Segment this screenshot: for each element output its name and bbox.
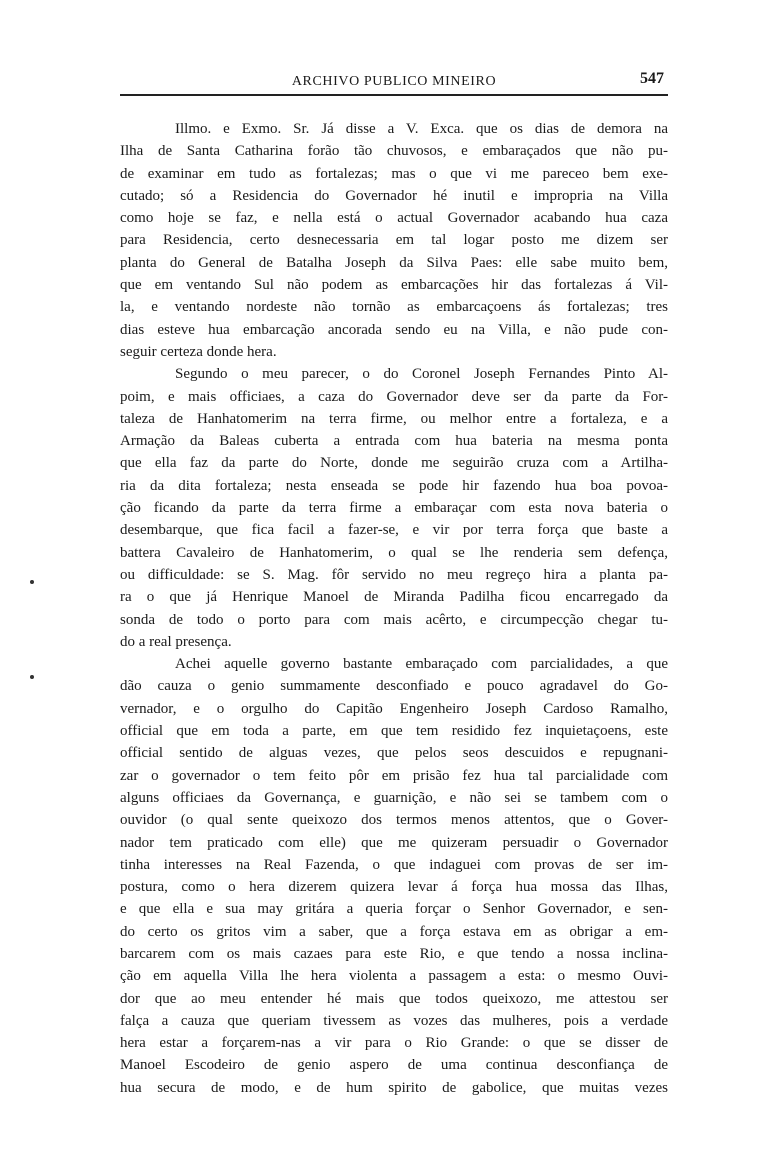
- text-line: do certo os gritos vim a saber, que a força estava em as obrigar a em-: [120, 923, 668, 940]
- page-number: 547: [640, 70, 664, 87]
- running-title: ARCHIVO PUBLICO MINEIRO: [291, 74, 497, 89]
- text-line: tinha interesses na Real Fazenda, o que indaguei com provas de ser im-: [120, 856, 668, 873]
- text-line: que ella faz da parte do Norte, donde me seguirão cruza com a Artilha-: [120, 455, 668, 472]
- text-line: hua secura de modo, e de hum spirito de gabolice, que muitas vezes: [120, 1079, 668, 1096]
- text-line: falça a cauza que queriam tivessem as vozes das mulheres, pois a verdade: [120, 1012, 668, 1029]
- text-line: dias esteve hua embarcação ancorada sendo eu na Villa, e não pude con-: [120, 321, 668, 338]
- text-line: nador tem praticado com elle) que me quizeram persuadir o Governador: [120, 834, 668, 851]
- margin-mark: [30, 580, 34, 584]
- text-line: official sentido de alguas vezes, que pelos seos descuidos e repugnani-: [120, 745, 668, 762]
- margin-mark: [30, 675, 34, 679]
- text-line: la, e ventando nordeste não tornão as embarcaçoens ás fortalezas; tres: [120, 299, 668, 316]
- text-line: Segundo o meu parecer, o do Coronel Joseph Fernandes Pinto Al-: [175, 366, 668, 383]
- text-line: que em ventando Sul não podem as embarcações hir das fortalezas á Vil-: [120, 277, 668, 294]
- text-line: sonda de todo o porto para com mais acêrto, e circumpecção chegar tu-: [120, 611, 668, 628]
- text-line: como hoje se faz, e nella está o actual Governador acabando hua caza: [120, 210, 668, 227]
- text-line: taleza de Hanhatomerim na terra firme, ou melhor entre a fortaleza, e a: [120, 410, 668, 427]
- text-line: e que ella e sua may gritára a queria forçar o Senhor Governador, e sen-: [120, 901, 668, 918]
- text-line: Armação da Baleas cuberta a entrada com hua bateria na mesma ponta: [120, 433, 668, 450]
- text-line: poim, e mais officiaes, a caza do Governador deve ser da parte da For-: [120, 388, 668, 405]
- body-text: [120, 118, 668, 1099]
- text-line: cutado; só a Residencia do Governador hé inutil e impropria na Villa: [120, 187, 668, 204]
- text-line: Ilha de Santa Catharina forão tão chuvosos, e embaraçados que não pu-: [120, 143, 668, 160]
- text-line: dor que ao meu entender hé mais que todos queixozo, me attestou ser: [120, 990, 668, 1007]
- text-line: ou difficuldade: se S. Mag. fôr servido no meu regreço hira a planta pa-: [120, 566, 668, 583]
- text-line: Achei aquelle governo bastante embaraçado com parcialidades, a que: [175, 656, 668, 673]
- text-line: de examinar em tudo as fortalezas; mas o que vi me pareceo bem exe-: [120, 165, 668, 182]
- text-line: dão cauza o genio summamente desconfiado e pouco agradavel do Go-: [120, 678, 668, 695]
- text-line: barcarem com os mais cazaes para este Rio, e que tendo a nossa inclina-: [120, 945, 668, 962]
- text-line: postura, como o hera dizerem quizera levar á força hua mossa das Ilhas,: [120, 879, 668, 896]
- text-line: battera Cavaleiro de Hanhatomerim, o qual se lhe renderia sem defença,: [120, 544, 668, 561]
- header-rule: [120, 94, 668, 96]
- text-line: ria da dita fortaleza; nesta enseada se pode hir fazendo hua boa povoa-: [120, 477, 668, 494]
- text-line: ouvidor (o qual sente queixozo dos termos menos attentos, que o Gover-: [120, 812, 668, 829]
- text-line: do a real presença.: [120, 633, 232, 650]
- text-line: planta do General de Batalha Joseph da Silva Paes: elle sabe muito bem,: [120, 254, 668, 271]
- text-line: official que em toda a parte, em que tem residido fez inquietaçoens, este: [120, 723, 668, 740]
- text-line: seguir certeza donde hera.: [120, 343, 277, 360]
- text-line: zar o governador o tem feito pôr em prisão fez hua tal parcialidade com: [120, 767, 668, 784]
- text-line: ra o que já Henrique Manoel de Miranda Padilha ficou encarregado da: [120, 589, 668, 606]
- text-line: alguns officiaes da Governança, e guarnição, e não sei se tambem com o: [120, 789, 668, 806]
- text-line: para Residencia, certo desnecessaria em tal logar posto me dizem ser: [120, 232, 668, 249]
- text-line: hera estar a forçarem-nas a vir para o Rio Grande: o que se disser de: [120, 1035, 668, 1052]
- text-line: Manoel Escodeiro de genio aspero de uma continua desconfiança de: [120, 1057, 668, 1074]
- text-line: Illmo. e Exmo. Sr. Já disse a V. Exca. que os dias de demora na: [175, 121, 668, 137]
- page-header: [120, 70, 668, 92]
- text-line: ção ficando da parte da terra firme a embaraçar com esta nova bateria o: [120, 500, 668, 517]
- text-line: desembarque, que fica facil a fazer-se, e vir por terra força que baste a: [120, 522, 668, 539]
- text-line: ção em aquella Villa lhe hera violenta a passagem a esta: o mesmo Ouvi-: [120, 968, 668, 985]
- text-line: vernador, e o orgulho do Capitão Engenheiro Joseph Cardoso Ramalho,: [120, 700, 668, 717]
